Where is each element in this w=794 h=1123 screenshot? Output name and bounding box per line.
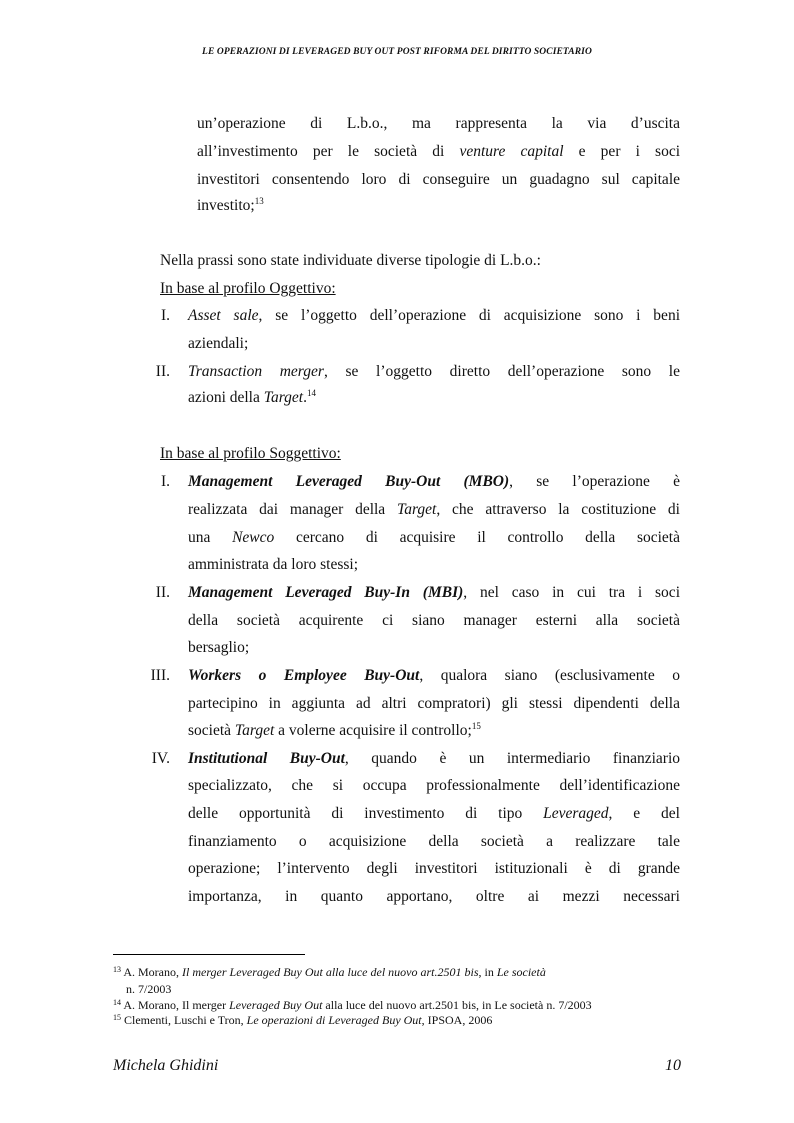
footnote-13: $^{13}$ A. Morano, Il merger Leveraged Buy Out alla luce del nuovo art.2501 bis, in Le società [113,965,546,979]
list-item: amministrata da loro stessi; [188,556,359,573]
footnote-14: $^{14}$ A. Morano, Il merger Leveraged Buy Out alla luce del nuovo art.2501 bis, in Le società n. 7/2003 [113,998,592,1012]
footer-author: Michela Ghidini [113,1057,219,1074]
list-item: realizzata dai manager della Target, che attraverso la costituzione di [188,501,680,518]
body-line: un’operazione di L.b.o., ma rappresenta la via d’uscita [197,115,680,132]
list-item: operazione; l’intervento degli investitori istituzionali è di grande [188,860,680,877]
list-item: società Target a volerne acquisire il controllo;$^{15}$ [188,721,481,739]
list-item: aziendali; [188,335,249,352]
list-item: azioni della Target.$^{14}$ [188,388,316,406]
list-number: III. [150,667,170,684]
list-item: della società acquirente ci siano manager esterni alla società [188,612,680,629]
list-item: partecipino in aggiunta ad altri compratori) gli stessi dipendenti della [188,695,680,712]
footnote-separator [113,954,305,955]
list-item: Asset sale, se l’oggetto dell’operazione di acquisizione sono i beni [188,307,680,324]
body-line: investito;$^{13}$ [197,196,264,214]
body-line: investitori consentendo loro di conseguire un guadagno sul capitale [197,171,680,188]
list-item: bersaglio; [188,639,250,656]
footnote-15: $^{15}$ Clementi, Luschi e Tron, Le operazioni di Leveraged Buy Out, IPSOA, 2006 [113,1013,493,1027]
list-item: Institutional Buy-Out, quando è un intermediario finanziario [188,750,680,767]
list-item: importanza, in quanto apportano, oltre ai mezzi necessari [188,888,680,905]
list-item: finanziamento o acquisizione della società a realizzare tale [188,833,680,850]
list-number: II. [155,584,170,601]
list-number: I. [160,307,170,324]
section-heading-objective: In base al profilo Oggettivo: [160,280,336,297]
list-item: Management Leveraged Buy-Out (MBO), se l’operazione è [188,473,681,490]
section-heading-subjective: In base al profilo Soggettivo: [160,445,341,462]
footnote-ref[interactable]: 13 [254,196,264,206]
list-number: IV. [151,750,170,767]
list-item: Workers o Employee Buy-Out, qualora siano (esclusivamente o [188,667,680,684]
list-item: Transaction merger, se l’oggetto diretto dell’operazione sono le [188,363,680,380]
typologies-intro: Nella prassi sono state individuate diverse tipologie di L.b.o.: [160,252,541,269]
list-item: Management Leveraged Buy-In (MBI), nel caso in cui tra i soci [188,584,680,601]
page-number: 10 [665,1057,681,1074]
list-number: I. [160,473,170,490]
list-number: II. [155,363,170,380]
footnote-ref[interactable]: 14 [306,388,316,398]
body-line: all’investimento per le società di venture capital e per i soci [197,143,681,160]
list-item: specializzato, che si occupa professionalmente dell’identificazione [188,777,680,794]
running-header: LE OPERAZIONI DI LEVERAGED BUY OUT POST RIFORMA DEL DIRITTO SOCIETARIO [202,47,592,57]
list-item: delle opportunità di investimento di tipo Leveraged, e del [188,805,680,822]
list-item: una Newco cercano di acquisire il controllo della società [188,529,680,546]
footnote-13-cont: n. 7/2003 [126,982,172,996]
footnote-ref[interactable]: 15 [471,721,481,731]
